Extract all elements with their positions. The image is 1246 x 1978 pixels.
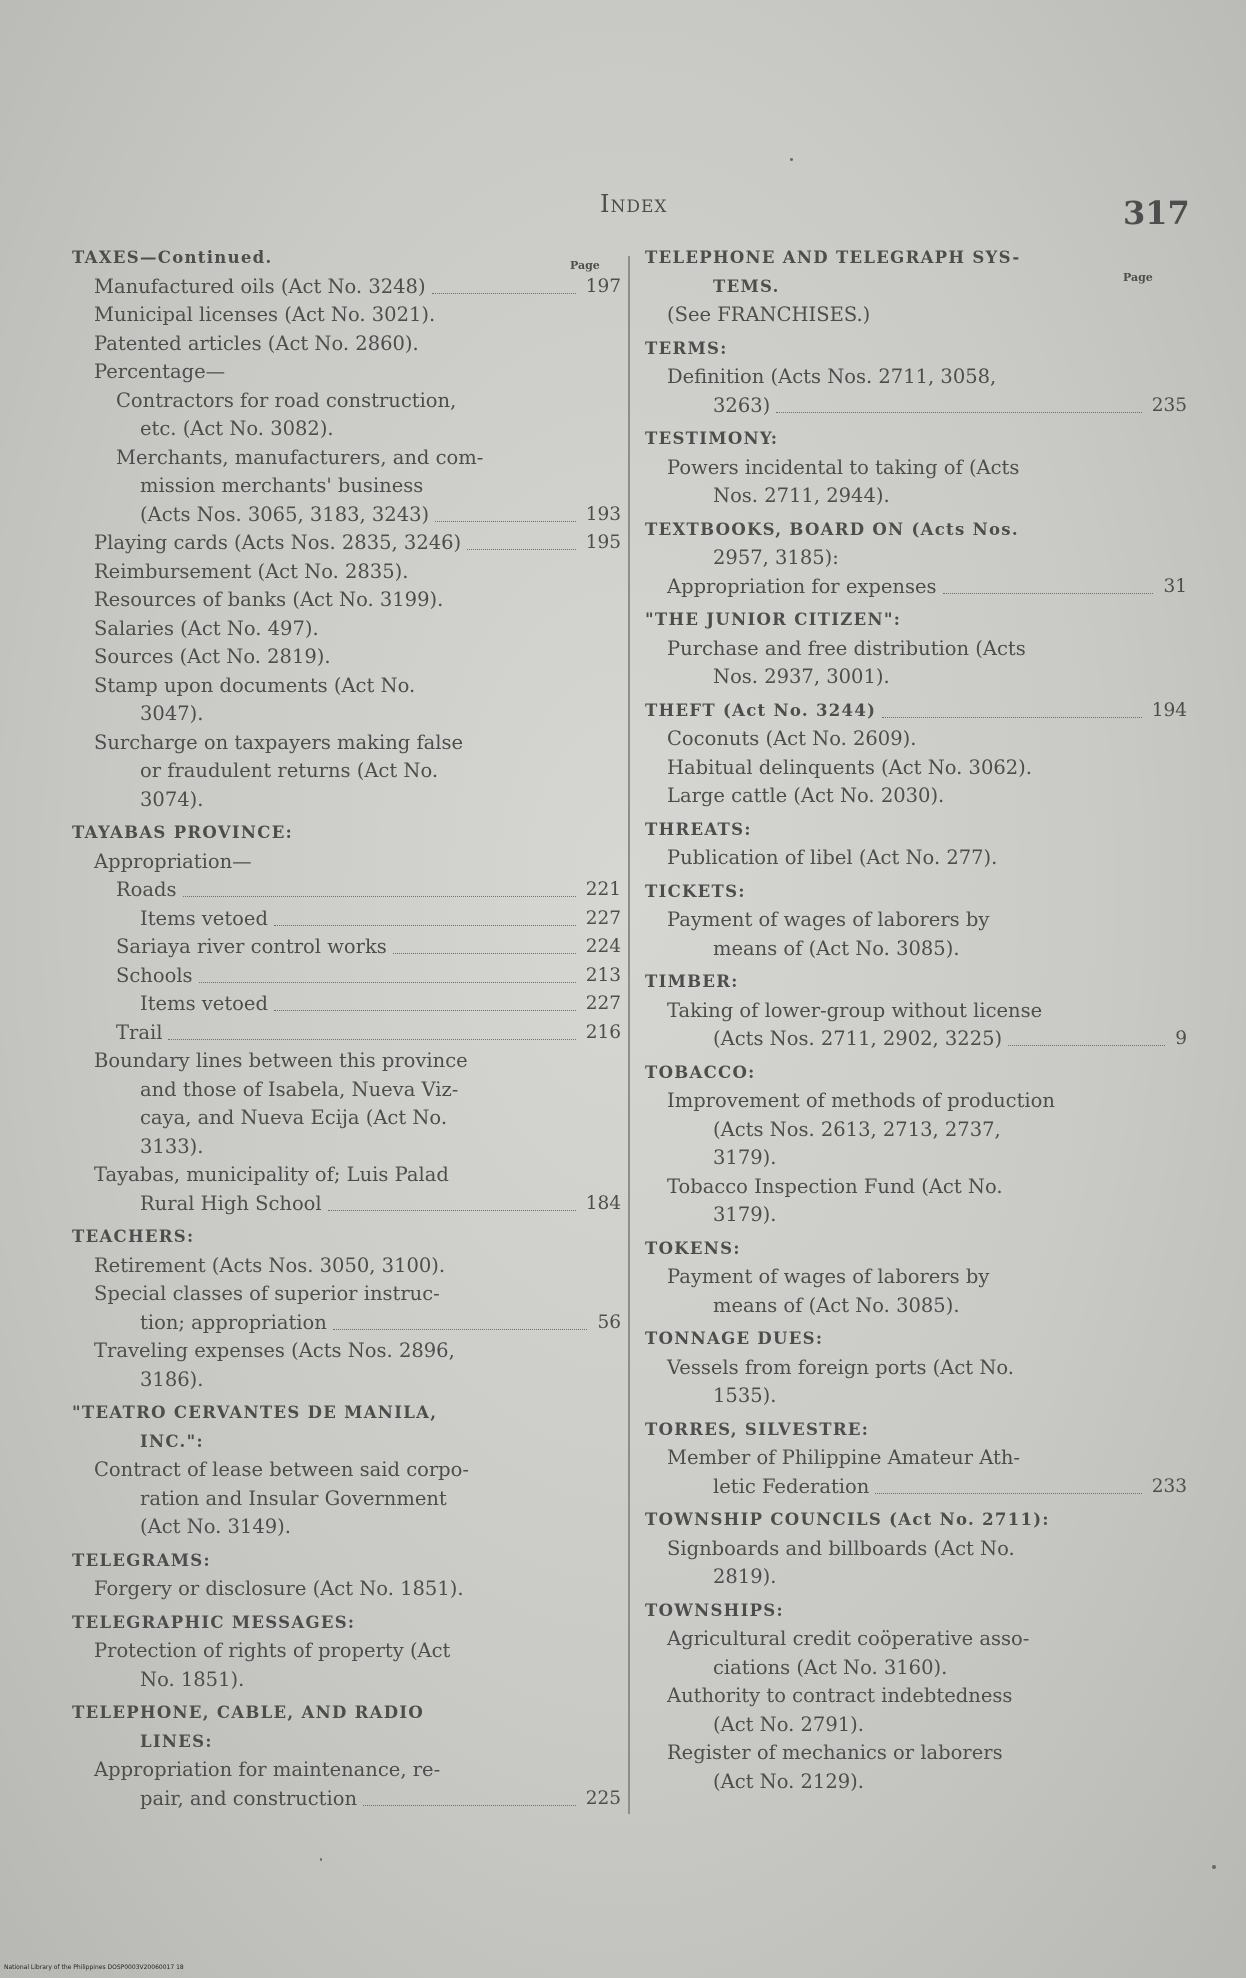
entry-text: Authority to contract indebtedness <box>667 1684 1013 1707</box>
entry-text: or fraudulent returns (Act No. <box>140 759 439 782</box>
index-entry <box>72 501 621 530</box>
index-entry <box>72 700 617 729</box>
entry-text: ciations (Act No. 3160). <box>713 1655 948 1679</box>
index-heading <box>72 1428 617 1457</box>
dot-leader <box>467 549 576 550</box>
index-entry <box>72 1756 617 1785</box>
entry-text: Roads <box>116 878 177 901</box>
entry-text: "THE JUNIOR CITIZEN": <box>645 610 902 629</box>
entry-text: Publication of libel (Act No. 277). <box>667 846 998 869</box>
index-entry <box>72 1190 621 1219</box>
index-entry <box>72 330 617 359</box>
entry-text: TOKENS: <box>645 1238 741 1258</box>
entry-text: (Act No. 2129). <box>713 1769 864 1793</box>
index-entry <box>645 454 1175 483</box>
index-heading <box>645 1325 1175 1354</box>
index-entry <box>72 729 617 758</box>
index-entry <box>72 1337 617 1366</box>
index-entry <box>72 444 617 473</box>
index-entry <box>72 933 621 962</box>
index-entry <box>645 1739 1175 1768</box>
entry-text: TELEGRAMS: <box>72 1550 211 1570</box>
index-heading <box>645 244 1175 273</box>
dot-leader <box>274 1010 576 1011</box>
page-reference: 31 <box>1163 575 1187 597</box>
index-heading <box>645 1506 1175 1535</box>
index-entry <box>72 1485 617 1514</box>
entry-text: Vessels from foreign ports (Act No. <box>667 1355 1014 1379</box>
page-reference: 194 <box>1151 699 1187 721</box>
index-entry <box>72 1785 621 1814</box>
entry-text: pair, and construction <box>140 1786 358 1810</box>
index-entry <box>72 1575 617 1604</box>
entry-text: Municipal licenses (Act No. 3021). <box>94 303 436 326</box>
index-entry <box>72 1104 617 1133</box>
page-reference: 225 <box>585 1787 621 1809</box>
entry-text: letic Federation <box>713 1474 870 1498</box>
index-entry <box>72 586 617 615</box>
entry-text: 1535). <box>713 1384 777 1407</box>
index-entry <box>72 615 617 644</box>
index-entry <box>645 1768 1175 1797</box>
dot-leader <box>1008 1045 1165 1046</box>
page-reference: 184 <box>585 1192 621 1214</box>
index-entry <box>72 301 617 330</box>
entry-text: Improvement of methods of production <box>667 1089 1055 1112</box>
entry-text: Special classes of superior instruc- <box>94 1282 440 1305</box>
entry-text: means of (Act No. 3085). <box>713 1293 960 1317</box>
index-entry <box>645 935 1175 964</box>
index-heading <box>645 1416 1175 1445</box>
entry-text: Merchants, manufacturers, and com- <box>116 445 484 469</box>
entry-text: 3186). <box>140 1367 204 1391</box>
entry-text: 3179). <box>713 1203 777 1226</box>
entry-text: Member of Philippine Amateur Ath- <box>667 1446 1020 1469</box>
page-reference: 195 <box>585 532 621 553</box>
index-entry <box>72 472 617 501</box>
index-entry <box>72 672 617 701</box>
index-entry <box>645 363 1175 392</box>
entry-text: Manufactured oils (Act No. 3248) <box>94 274 426 298</box>
entry-text: Resources of banks (Act No. 3199). <box>94 588 444 611</box>
index-heading <box>645 516 1175 545</box>
index-entry <box>645 844 1175 873</box>
index-heading <box>72 1223 617 1252</box>
index-entry <box>72 643 617 672</box>
entry-text: 3047). <box>140 702 204 725</box>
entry-text: Playing cards (Acts Nos. 2835, 3246) <box>94 531 462 554</box>
entry-text: Definition (Acts Nos. 2711, 3058, <box>667 365 997 388</box>
page-reference: 233 <box>1151 1475 1187 1497</box>
index-entry <box>72 273 621 302</box>
index-entry <box>645 1444 1175 1473</box>
entry-text: Appropriation— <box>94 849 252 873</box>
dot-leader <box>363 1805 576 1806</box>
entry-text: 3263) <box>713 393 771 417</box>
running-head: Index <box>600 190 668 218</box>
entry-text: Items vetoed <box>140 992 268 1015</box>
entry-text: Taking of lower-group without license <box>667 998 1043 1022</box>
index-heading <box>72 1547 617 1576</box>
index-heading <box>645 1235 1175 1264</box>
entry-text: 3074). <box>140 787 204 811</box>
entry-text: INC.": <box>140 1431 204 1451</box>
entry-text: No. 1851). <box>140 1667 245 1691</box>
index-entry <box>72 1161 617 1190</box>
entry-text: Powers incidental to taking of (Acts <box>667 455 1020 479</box>
entry-text: ration and Insular Government <box>140 1486 447 1510</box>
scan-speck <box>790 158 793 161</box>
index-entry <box>72 1366 617 1395</box>
index-entry <box>645 392 1187 421</box>
index-entry <box>72 1019 621 1048</box>
index-heading <box>72 1609 617 1638</box>
index-entry <box>72 1309 621 1338</box>
entry-text: Patented articles (Act No. 2860). <box>94 331 419 355</box>
index-entry <box>72 962 621 991</box>
entry-text: Percentage— <box>94 360 226 383</box>
index-entry <box>645 1201 1175 1230</box>
entry-text: Payment of wages of laborers by <box>667 908 990 931</box>
index-entry <box>645 482 1175 511</box>
dot-leader <box>882 717 1142 718</box>
index-heading <box>645 1597 1175 1626</box>
entry-text: Surcharge on taxpayers making false <box>94 730 464 754</box>
entry-text: Schools <box>116 963 193 987</box>
entry-text: etc. (Act No. 3082). <box>140 417 334 440</box>
entry-text: 3179). <box>713 1146 777 1169</box>
entry-text: means of (Act No. 3085). <box>713 936 960 960</box>
entry-text: TEACHERS: <box>72 1227 195 1246</box>
entry-text: (Act No. 3149). <box>140 1515 291 1538</box>
entry-text: Purchase and free distribution (Acts <box>667 636 1026 660</box>
dot-leader <box>943 593 1153 594</box>
entry-text: (Acts Nos. 3065, 3183, 3243) <box>140 502 430 526</box>
entry-text: Payment of wages of laborers by <box>667 1265 990 1288</box>
entry-text: 2819). <box>713 1565 777 1588</box>
entry-text: THREATS: <box>645 819 752 839</box>
entry-text: TELEPHONE AND TELEGRAPH SYS- <box>645 248 1021 267</box>
dot-leader <box>432 293 576 294</box>
entry-text: TONNAGE DUES: <box>645 1329 824 1348</box>
index-heading <box>72 1699 617 1728</box>
index-entry <box>645 635 1175 664</box>
index-heading <box>72 1399 617 1428</box>
index-entry <box>72 1280 617 1309</box>
page-reference: 193 <box>585 503 621 525</box>
entry-text: TORRES, SILVESTRE: <box>645 1419 870 1439</box>
index-entry <box>645 1654 1175 1683</box>
index-entry <box>72 990 621 1019</box>
entry-text: Stamp upon documents (Act No. <box>94 673 416 697</box>
dot-leader <box>776 412 1142 413</box>
entry-text: Tobacco Inspection Fund (Act No. <box>667 1174 1003 1198</box>
column-divider <box>628 256 630 1814</box>
entry-text: Protection of rights of property (Act <box>94 1639 451 1662</box>
entry-text: 3133). <box>140 1134 204 1158</box>
page-reference: 56 <box>597 1311 621 1333</box>
index-entry <box>645 782 1175 811</box>
entry-text: caya, and Nueva Ecija (Act No. <box>140 1106 448 1129</box>
index-heading <box>645 425 1175 454</box>
dot-leader <box>199 982 576 983</box>
index-entry <box>645 1382 1175 1411</box>
entry-text: TESTIMONY: <box>645 429 779 448</box>
dot-leader <box>274 925 576 926</box>
index-entry <box>645 1173 1175 1202</box>
index-entry <box>645 1625 1175 1654</box>
page-reference: 235 <box>1151 394 1187 416</box>
entry-text: Contractors for road construction, <box>116 388 457 412</box>
entry-text: TEMS. <box>713 276 780 296</box>
entry-text: TAXES—Continued. <box>72 248 273 267</box>
index-entry <box>645 1563 1175 1592</box>
entry-text: (Acts Nos. 2613, 2713, 2737, <box>713 1117 1001 1141</box>
entry-text: Trail <box>116 1020 163 1044</box>
index-entry <box>72 757 617 786</box>
scan-speck <box>1212 1865 1216 1869</box>
entry-text: TERMS: <box>645 338 728 358</box>
index-entry <box>72 848 617 877</box>
entry-text: TOWNSHIPS: <box>645 1600 784 1620</box>
page-column-label: Page <box>570 259 600 272</box>
entry-text: Salaries (Act No. 497). <box>94 616 319 640</box>
index-entry <box>645 906 1175 935</box>
entry-text: TIMBER: <box>645 972 739 991</box>
scan-speck <box>320 1858 322 1861</box>
page-reference: 197 <box>585 275 621 297</box>
index-heading <box>72 819 617 848</box>
index-heading <box>72 244 617 273</box>
index-heading <box>645 878 1175 907</box>
page-reference: 216 <box>585 1021 621 1043</box>
index-heading <box>645 816 1175 845</box>
index-entry <box>645 1354 1175 1383</box>
index-entry <box>645 725 1175 754</box>
entry-text: (See FRANCHISES.) <box>667 303 871 326</box>
page-reference: 227 <box>585 907 621 929</box>
index-entry <box>645 754 1175 783</box>
entry-text: Items vetoed <box>140 906 268 930</box>
scan-footer: National Library of the Philippines DOSP0003V20060017 18 <box>4 1964 184 1971</box>
index-heading <box>645 606 1175 635</box>
index-entry <box>645 1087 1175 1116</box>
entry-text: Appropriation for maintenance, re- <box>94 1758 441 1781</box>
entry-text: Forgery or disclosure (Act No. 1851). <box>94 1577 464 1600</box>
entry-text: Boundary lines between this province <box>94 1049 468 1072</box>
entry-text: TEXTBOOKS, BOARD ON (Acts Nos. <box>645 519 1019 539</box>
dot-leader <box>875 1493 1142 1494</box>
index-heading <box>645 1059 1175 1088</box>
page-number: 317 <box>1123 194 1190 232</box>
entry-text: Nos. 2937, 3001). <box>713 665 890 688</box>
entry-text: Sariaya river control works <box>116 935 387 958</box>
index-entry <box>72 1047 617 1076</box>
entry-text: TOWNSHIP COUNCILS (Act No. 2711): <box>645 1510 1050 1529</box>
index-heading <box>72 1728 617 1757</box>
entry-text: Appropriation for expenses <box>667 574 937 598</box>
entry-text: Traveling expenses (Acts Nos. 2896, <box>94 1339 455 1362</box>
entry-text: 2957, 3185): <box>713 546 839 569</box>
index-entry <box>72 1637 617 1666</box>
index-entry <box>645 1473 1187 1502</box>
index-entry <box>72 1666 617 1695</box>
index-entry <box>72 1076 617 1105</box>
entry-text: TICKETS: <box>645 881 746 901</box>
entry-text: Signboards and billboards (Act No. <box>667 1536 1015 1560</box>
entry-text: (Acts Nos. 2711, 2902, 3225) <box>713 1027 1003 1050</box>
entry-text: Rural High School <box>140 1191 322 1215</box>
index-entry <box>72 1252 617 1281</box>
index-entry <box>72 387 617 416</box>
entry-text: "TEATRO CERVANTES DE MANILA, <box>72 1403 438 1422</box>
entry-text: Reimbursement (Act No. 2835). <box>94 559 409 583</box>
entry-text: THEFT (Act No. 3244) <box>645 700 877 720</box>
index-entry <box>645 1535 1175 1564</box>
index-entry <box>645 1263 1175 1292</box>
entry-text: (Act No. 2791). <box>713 1712 864 1736</box>
index-entry <box>645 1025 1187 1054</box>
index-heading <box>645 697 1187 726</box>
dot-leader <box>435 521 576 522</box>
entry-text: TOBACCO: <box>645 1062 756 1082</box>
page-column-label: Page <box>1123 271 1153 284</box>
page-reference: 9 <box>1175 1028 1187 1049</box>
entry-text: TELEPHONE, CABLE, AND RADIO <box>72 1703 425 1722</box>
entry-text: Habitual delinquents (Act No. 3062). <box>667 755 1032 779</box>
index-entry <box>645 663 1175 692</box>
page-reference: 227 <box>585 993 621 1014</box>
index-entry <box>645 1144 1175 1173</box>
index-heading <box>645 335 1175 364</box>
index-entry <box>72 1456 617 1485</box>
index-entry <box>645 573 1187 602</box>
index-entry <box>72 786 617 815</box>
index-entry <box>645 997 1175 1026</box>
dot-leader <box>393 953 576 954</box>
page-reference: 224 <box>585 936 621 957</box>
entry-text: TELEGRAPHIC MESSAGES: <box>72 1612 356 1632</box>
index-entry <box>645 1292 1175 1321</box>
index-entry <box>645 544 1175 573</box>
index-entry <box>645 1711 1175 1740</box>
entry-text: Large cattle (Act No. 2030). <box>667 784 945 807</box>
entry-text: and those of Isabela, Nueva Viz- <box>140 1077 459 1101</box>
index-entry <box>72 558 617 587</box>
entry-text: Retirement (Acts Nos. 3050, 3100). <box>94 1253 446 1277</box>
index-entry <box>72 876 621 905</box>
index-entry <box>72 1513 617 1542</box>
entry-text: Agricultural credit coöperative asso- <box>667 1627 1030 1650</box>
index-heading <box>645 968 1175 997</box>
entry-text: Register of mechanics or laborers <box>667 1741 1003 1764</box>
entry-text: Coconuts (Act No. 2609). <box>667 727 917 750</box>
entry-text: Contract of lease between said corpo- <box>94 1458 469 1481</box>
index-entry <box>645 301 1175 330</box>
index-entry <box>72 358 617 387</box>
entry-text: tion; appropriation <box>140 1310 327 1334</box>
dot-leader <box>168 1039 576 1040</box>
index-entry <box>645 1116 1175 1145</box>
dot-leader <box>183 896 576 897</box>
entry-text: Sources (Act No. 2819). <box>94 645 331 668</box>
index-entry <box>72 415 617 444</box>
entry-text: TAYABAS PROVINCE: <box>72 823 293 842</box>
index-entry <box>72 905 621 934</box>
index-entry <box>72 529 621 558</box>
page-reference: 221 <box>585 879 621 900</box>
index-entry <box>645 1682 1175 1711</box>
entry-text: Nos. 2711, 2944). <box>713 484 890 507</box>
dot-leader <box>328 1210 576 1211</box>
page-header <box>0 186 1246 232</box>
page-reference: 213 <box>585 964 621 986</box>
entry-text: mission merchants' business <box>140 474 424 497</box>
index-heading <box>645 273 1175 302</box>
index-entry <box>72 1133 617 1162</box>
entry-text: Tayabas, municipality of; Luis Palad <box>94 1163 449 1186</box>
entry-text: LINES: <box>140 1731 213 1751</box>
dot-leader <box>333 1329 587 1330</box>
